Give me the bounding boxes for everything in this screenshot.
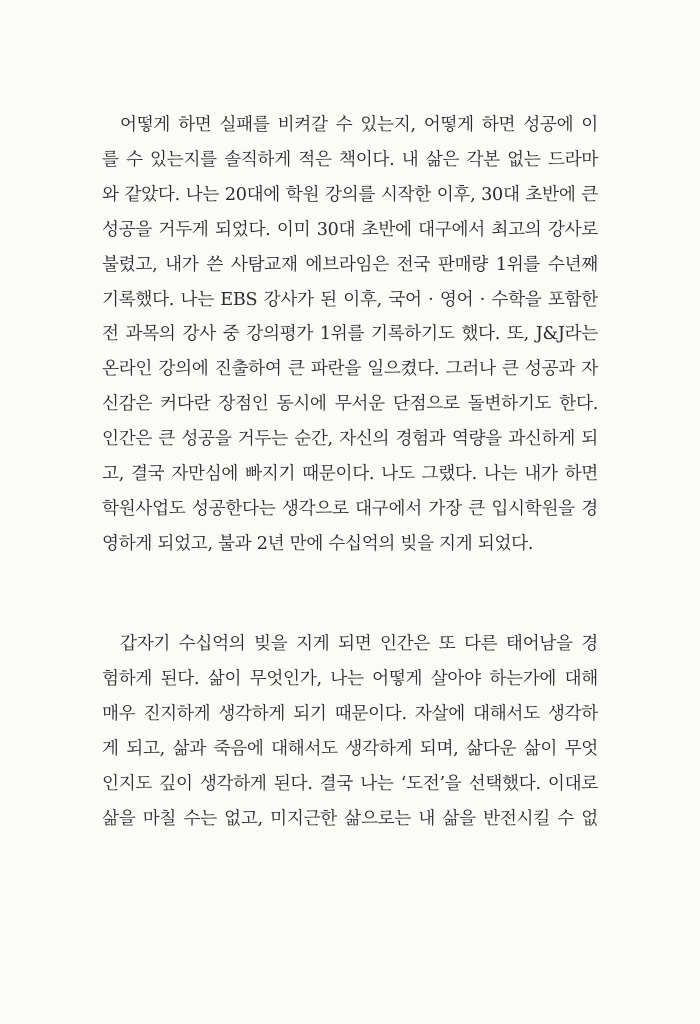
text-line: 인지도 깊이 생각하게 된다. 결국 나는 ‘도전’을 선택했다. 이대로 [102,773,598,794]
text-line: 불렸고, 내가 쓴 사탐교재 에브라임은 전국 판매량 1위를 수년째 [102,254,598,275]
text-line: 신감은 커다란 장점인 동시에 무서운 단점으로 돌변하기도 한다. [102,394,598,415]
text-line: 인간은 큰 성공을 거두는 순간, 자신의 경험과 역량을 과신하게 되 [102,429,598,450]
paragraph-2 [102,627,598,836]
text-line: 기록했다. 나는 EBS 강사가 된 이후, 국어 · 영어 · 수학을 포함한 [102,289,598,310]
text-line: 학원사업도 성공한다는 생각으로 대구에서 가장 큰 입시학원을 경 [102,498,598,519]
text-line: 성공을 거두게 되었다. 이미 30대 초반에 대구에서 최고의 강사로 [102,219,598,240]
text-line: 영하게 되었고, 불과 2년 만에 수십억의 빚을 지게 되었다. [102,533,534,554]
text-line: 게 되고, 삶과 죽음에 대해서도 생각하게 되며, 삶다운 삶이 무엇 [102,738,598,759]
text-line: 와 같았다. 나는 20대에 학원 강의를 시작한 이후, 30대 초반에 큰 [102,184,598,205]
text-line: 를 수 있는지를 솔직하게 적은 책이다. 내 삶은 각본 없는 드라마 [102,149,598,170]
text-line: 험하게 된다. 삶이 무엇인가, 나는 어떻게 살아야 하는가에 대해 [102,668,598,689]
text-line: 갑자기 수십억의 빚을 지게 되면 인간은 또 다른 태어남을 경 [120,634,598,654]
text-line: 고, 결국 자만심에 빠지기 때문이다. 나도 그랬다. 나는 내가 하면 [102,464,598,485]
text-line: 삶을 마칠 수는 없고, 미지근한 삶으로는 내 삶을 반전시킬 수 없 [102,808,598,829]
text-line: 매우 진지하게 생각하게 되기 때문이다. 자살에 대해서도 생각하 [102,703,598,724]
text-line: 어떻게 하면 실패를 비켜갈 수 있는지, 어떻게 하면 성공에 이 [120,115,598,135]
text-line: 전 과목의 강사 중 강의평가 1위를 기록하기도 했다. 또, J&J라는 [102,324,598,345]
paragraph-1 [102,108,598,562]
text-line: 온라인 강의에 진출하여 큰 파란을 일으켰다. 그러나 큰 성공과 자 [102,359,598,380]
